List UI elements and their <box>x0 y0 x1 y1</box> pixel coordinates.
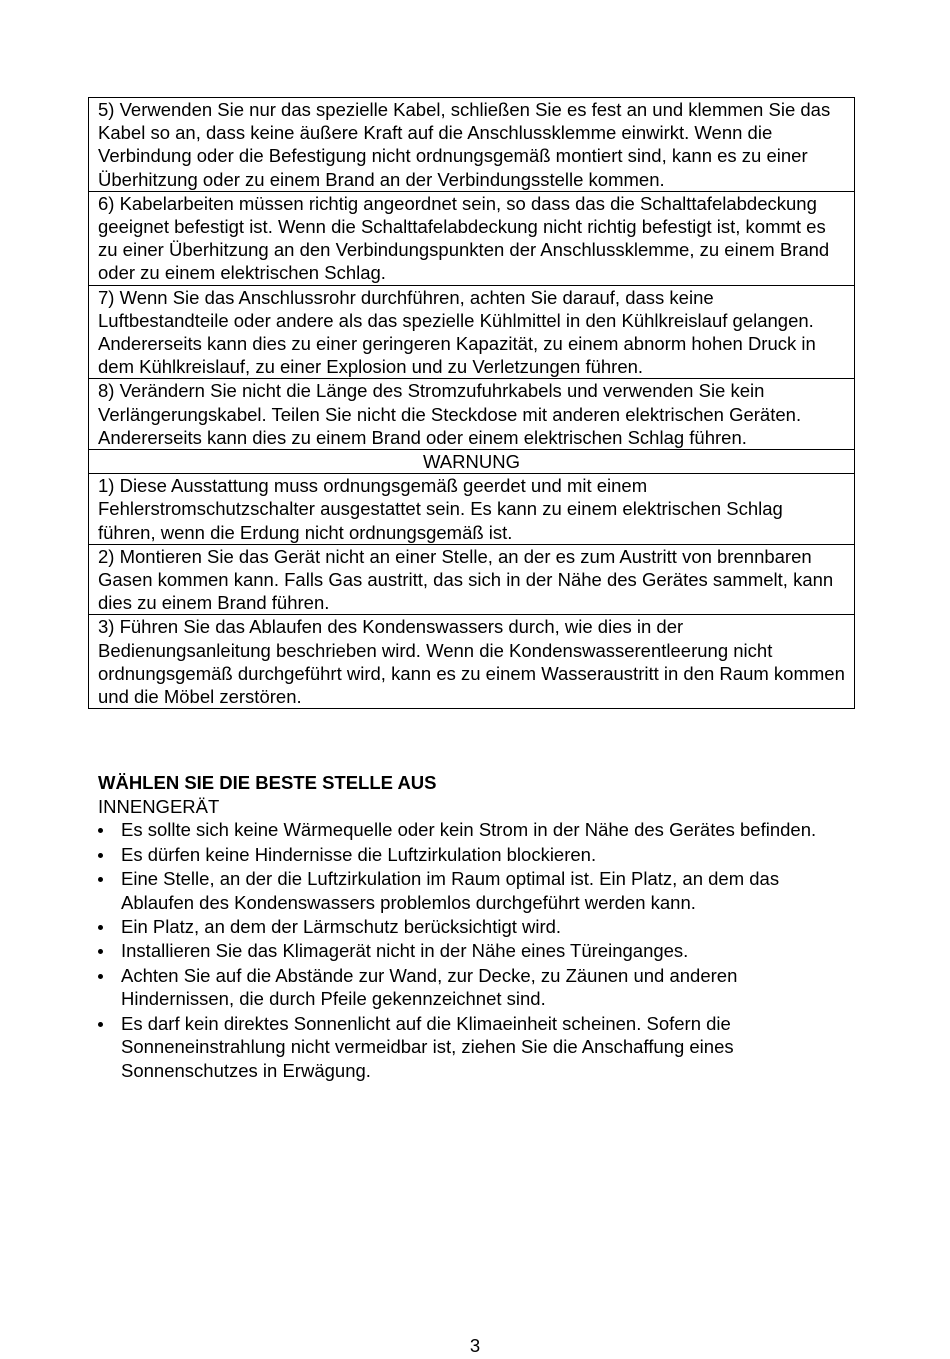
list-item <box>98 818 855 842</box>
list-item <box>98 964 855 1011</box>
table-row <box>89 379 855 450</box>
table-row <box>89 474 855 545</box>
page-number: 3 <box>469 1335 481 1356</box>
section-subtitle: INNENGERÄT <box>98 795 220 817</box>
instruction-5: 5) Verwenden Sie nur das spezielle Kabel, schließen Sie es fest an und klemmen Sie das Kabel so an, dass keine äußere Kraft auf die Anschlussklemme einwirkt. Wenn die Verbindung oder die Befestigung nicht ordnungsgemäß montiert sind, kann es zu einer Überhitzung oder zu einem Brand an der Verbindungsstelle kommen. <box>89 98 855 192</box>
list-item-text: Ein Platz, an dem der Lärmschutz berücksichtigt wird. <box>121 915 562 937</box>
section-title: WÄHLEN SIE DIE BESTE STELLE AUS <box>98 772 437 793</box>
bullet-icon <box>98 877 103 882</box>
table-row <box>89 544 855 615</box>
warning-1: 1) Diese Ausstattung muss ordnungsgemäß geerdet und mit einem Fehlerstromschutzschalter ausgestattet sein. Es kann zu einem elektrischen Schlag führen, wenn die Erdung nicht ordnungsgemäß ist. <box>89 474 855 545</box>
warning-3: 3) Führen Sie das Ablaufen des Kondenswassers durch, wie dies in der Bedienungsanleitung beschrieben wird. Wenn die Kondenswasserentleerung nicht ordnungsgemäß durchgeführt wird, kann es zu einem Wasseraustritt in den Raum kommen und die Möbel zerstören. <box>89 615 855 709</box>
bullet-icon <box>98 949 103 954</box>
list-item-text: Es dürfen keine Hindernisse die Luftzirkulation blockieren. <box>121 843 597 865</box>
list-item-text: Installieren Sie das Klimagerät nicht in der Nähe eines Türeinganges. <box>121 940 689 962</box>
list-item-text: Es darf kein direktes Sonnenlicht auf die Klimaeinheit scheinen. Sofern die Sonneneinstrahlung nicht vermeidbar ist, ziehen Sie die Anschaffung eines Sonnenschutzes in Erwägung. <box>121 1012 734 1081</box>
warning-heading: WARNUNG <box>89 450 855 474</box>
table-row <box>89 450 855 474</box>
instruction-8: 8) Verändern Sie nicht die Länge des Stromzufuhrkabels und verwenden Sie kein Verlängerungskabel. Teilen Sie nicht die Steckdose mit anderen elektrischen Geräten. Andererseits kann dies zu einem Brand oder einem elektrischen Schlag führen. <box>89 379 855 450</box>
list-item <box>98 915 855 939</box>
bullet-icon <box>98 974 103 979</box>
list-item <box>98 843 855 867</box>
bullet-icon <box>98 828 103 833</box>
instruction-6: 6) Kabelarbeiten müssen richtig angeordnet sein, so dass das die Schalttafelabdeckung geeignet befestigt ist. Wenn die Schalttafelabdeckung nicht richtig befestigt ist, kommt es zu einer Überhitzung an den Verbindungspunkten der Anschlussklemme, zu einem Brand oder zu einem elektrischen Schlag. <box>89 191 855 285</box>
list-item-text: Achten Sie auf die Abstände zur Wand, zur Decke, zu Zäunen und anderen Hindernissen, die durch Pfeile gekennzeichnet sind. <box>121 964 738 1010</box>
warning-2: 2) Montieren Sie das Gerät nicht an einer Stelle, an der es zum Austritt von brennbaren Gasen kommen kann. Falls Gas austritt, das sich in der Nähe des Gerätes sammelt, kann dies zu einem Brand führen. <box>89 544 855 615</box>
table-row <box>89 615 855 709</box>
instruction-7: 7) Wenn Sie das Anschlussrohr durchführen, achten Sie darauf, dass keine Luftbestandteile oder andere als das spezielle Kühlmittel in den Kühlkreislauf gelangen. Andererseits kann dies zu einer geringeren Kapazität, zu einem abnorm hohen Druck in dem Kühlkreislauf, zu einer Explosion und zu Verletzungen führen. <box>89 285 855 379</box>
list-item <box>98 1012 855 1083</box>
list-item-text: Es sollte sich keine Wärmequelle oder kein Strom in der Nähe des Gerätes befinden. <box>121 819 817 841</box>
table-row <box>89 98 855 192</box>
bullet-icon <box>98 1022 103 1027</box>
bullet-icon <box>98 925 103 930</box>
list-item <box>98 939 855 963</box>
list-item <box>98 867 855 914</box>
bullet-icon <box>98 853 103 858</box>
location-bullet-list <box>98 818 855 1082</box>
location-section <box>98 771 855 1083</box>
table-row <box>89 191 855 285</box>
safety-instructions-table <box>88 97 855 709</box>
list-item-text: Eine Stelle, an der die Luftzirkulation im Raum optimal ist. Ein Platz, an dem das Ablaufen des Kondenswassers problemlos durchgeführt werden kann. <box>121 867 780 913</box>
table-row <box>89 285 855 379</box>
